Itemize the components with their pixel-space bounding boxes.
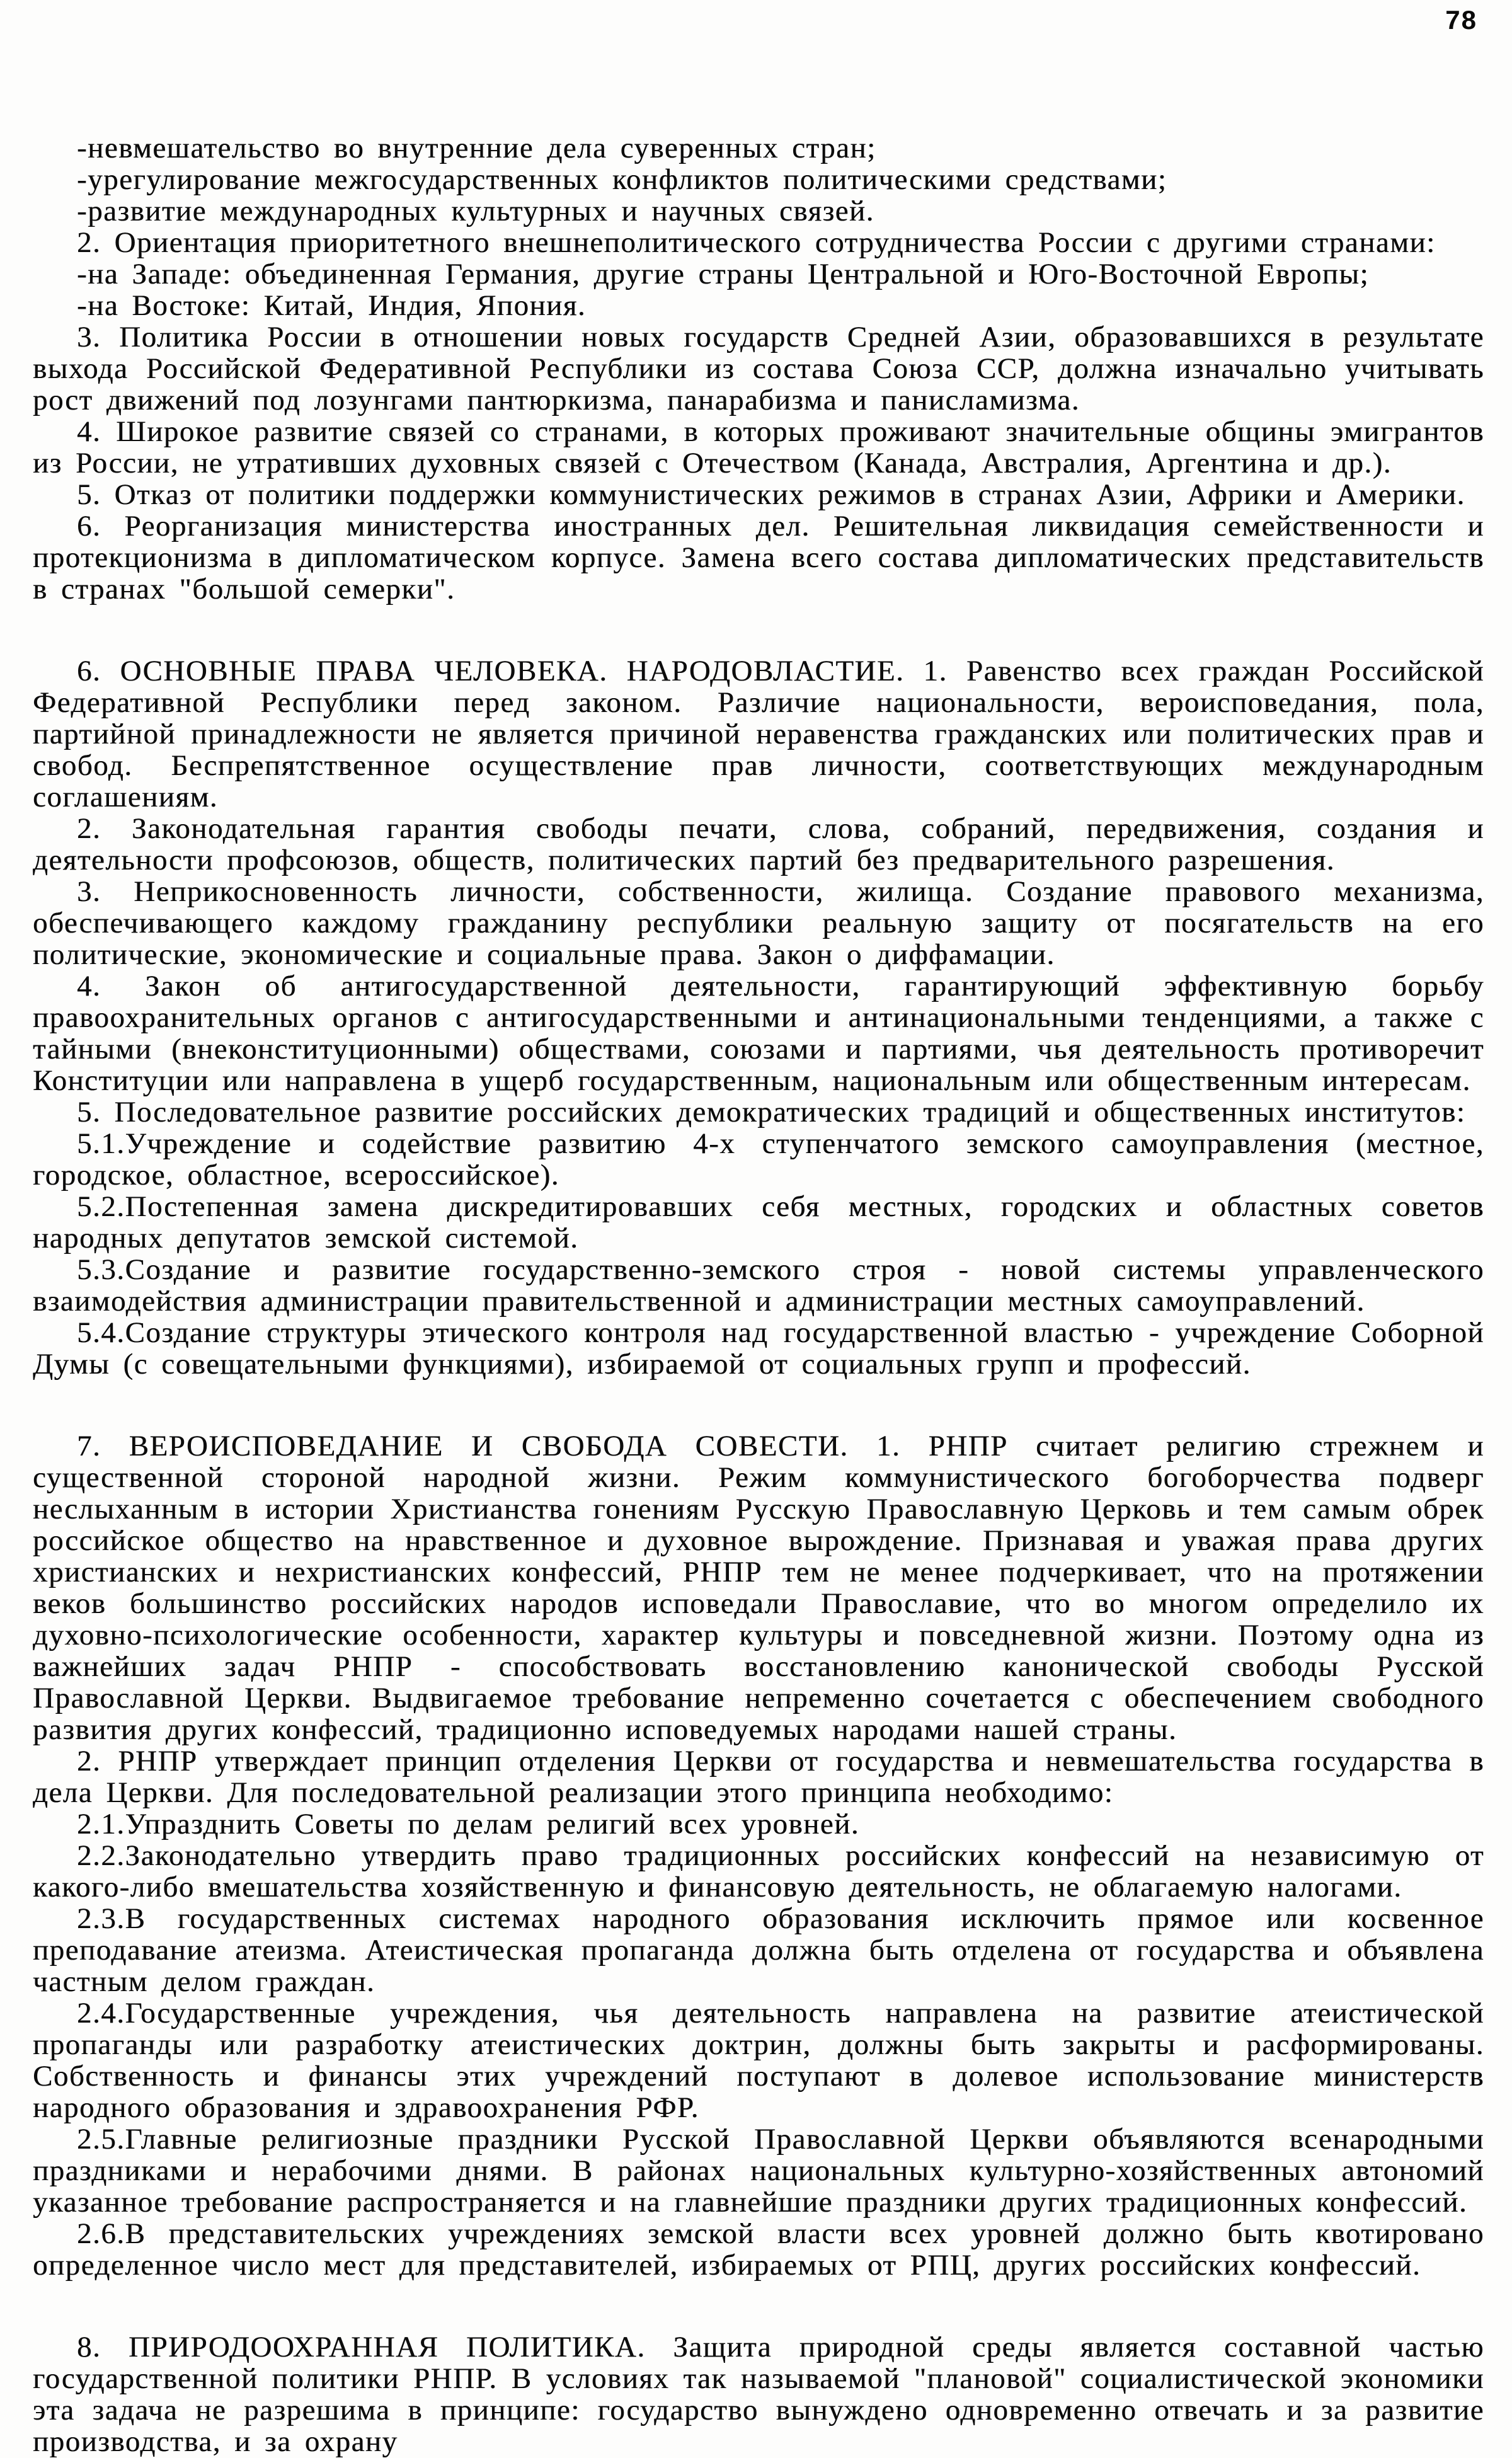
section	[33, 1430, 1484, 2281]
paragraph: 2.4.Государственные учреждения, чья деятельность направлена на развитие атеистической пропаганды или разработку атеистических доктрин, должны быть закрыты и расформированы. Собственность и финансы этих учреждений поступают в долевое использование министерств народного образования и здравоохранения РФР.	[33, 1997, 1484, 2124]
document-content	[33, 132, 1484, 2457]
paragraph: 2. Ориентация приоритетного внешнеполитического сотрудничества России с другими странами:	[77, 226, 1436, 259]
paragraph: 7. ВЕРОИСПОВЕДАНИЕ И СВОБОДА СОВЕСТИ. 1. РНПР считает религию стрежнем и существенной стороной народной жизни. Режим коммунистического богоборчества подверг неслыханным в истории Христианства гонениям Русскую Православную Церковь и тем самым обрек российское общество на нравственное и духовное вырождение. Признавая и уважая права других христианских и нехристианских конфессий, РНПР тем не менее подчеркивает, что на протяжении веков большинство российских народов исповедали Православие, что во многом определило их духовно-психологические особенности, характер культуры и повседневной жизни. Поэтому одна из важнейших задач РНПР - способствовать восстановлению канонической свободы Русской Православной Церкви. Выдвигаемое требование непременно сочетается с обеспечением свободного развития других конфессий, традиционно исповедуемых народами нашей страны.	[33, 1430, 1484, 1746]
paragraph: 5.4.Создание структуры этического контроля над государственной властью - учреждение Соборной Думы (с совещательными функциями), избираемой от социальных групп и профессий.	[33, 1316, 1484, 1381]
paragraph: 5.3.Создание и развитие государственно-земского строя - новой системы управленческого взаимодействия администрации правительственной и администрации местных самоуправлений.	[33, 1253, 1484, 1318]
paragraph: -на Востоке: Китай, Индия, Япония.	[77, 289, 587, 322]
paragraph: 2. РНПР утверждает принцип отделения Церкви от государства и невмешательства государства в дела Церкви. Для последовательной реализации этого принципа необходимо:	[33, 1745, 1484, 1809]
paragraph: 5.1.Учреждение и содействие развитию 4-х ступенчатого земского самоуправления (местное, городское, областное, всероссийское).	[33, 1127, 1484, 1192]
section	[33, 655, 1484, 1380]
paragraph: 5. Последовательное развитие российских демократических традиций и общественных институтов:	[77, 1096, 1466, 1128]
paragraph: 2.3.В государственных системах народного образования исключить прямое или косвенное преподавание атеизма. Атеистическая пропаганда должна быть отделена от государства и объявлена частным делом граждан.	[33, 1902, 1484, 1998]
paragraph: -развитие международных культурных и научных связей.	[77, 195, 874, 227]
paragraph: 4. Широкое развитие связей со странами, в которых проживают значительные общины эмигрантов из России, не утративших духовных связей с Отечеством (Канада, Австралия, Аргентина и др.).	[33, 415, 1484, 480]
paragraph: 2.1.Упразднить Советы по делам религий всех уровней.	[77, 1808, 860, 1841]
paragraph: 3. Политика России в отношении новых государств Средней Азии, образовавшихся в результате выхода Российской Федеративной Республики из состава Союза ССР, должна изначально учитывать рост движений под лозунгами пантюркизма, панарабизма и панисламизма.	[33, 321, 1484, 416]
section	[33, 132, 1484, 605]
paragraph: -на Западе: объединенная Германия, другие страны Центральной и Юго-Восточной Европы;	[77, 258, 1370, 290]
paragraph: 6. ОСНОВНЫЕ ПРАВА ЧЕЛОВЕКА. НАРОДОВЛАСТИЕ. 1. Равенство всех граждан Российской Федеративной Республики перед законом. Различие национальности, вероисповедания, пола, партийной принадлежности не является причиной неравенства гражданских или политических прав и свобод. Беспрепятственное осуществление прав личности, соответствующих международным соглашениям.	[33, 655, 1484, 813]
paragraph: 2.6.В представительских учреждениях земской власти всех уровней должно быть квотировано определенное число мест для представителей, избираемых от РПЦ, других российских конфессий.	[33, 2217, 1484, 2282]
paragraph: 2. Законодательная гарантия свободы печати, слова, собраний, передвижения, создания и деятельности профсоюзов, обществ, политических партий без предварительного разрешения.	[33, 812, 1484, 876]
page-number: 78	[1445, 5, 1477, 35]
paragraph: 3. Неприкосновенность личности, собственности, жилища. Создание правового механизма, обеспечивающего каждому гражданину республики реальную защиту от посягательств на его политические, экономические и социальные права. Закон о диффамации.	[33, 875, 1484, 971]
paragraph: 2.5.Главные религиозные праздники Русской Православной Церкви объявляются всенародными праздниками и нерабочими днями. В районах национальных культурно-хозяйственных автономий указанное требование распространяется и на главнейшие праздники других традиционных конфессий.	[33, 2123, 1484, 2219]
paragraph: -невмешательство во внутренние дела суверенных стран;	[77, 132, 876, 164]
paragraph: 4. Закон об антигосударственной деятельности, гарантирующий эффективную борьбу правоохранительных органов с антигосударственными и антинациональными тенденциями, а также с тайными (внеконституционными) обществами, союзами и партиями, чья деятельность противоречит Конституции или направлена в ущерб государственным, национальным или общественным интересам.	[33, 970, 1484, 1097]
paragraph: 6. Реорганизация министерства иностранных дел. Решительная ликвидация семейственности и протекционизма в дипломатическом корпусе. Замена всего состава дипломатических представительств в странах "большой семерки".	[33, 510, 1484, 606]
paragraph: 8. ПРИРОДООХРАННАЯ ПОЛИТИКА. Защита природной среды является составной частью государственной политики РНПР. В условиях так называемой "плановой" социалистической экономики эта задача не разрешима в принципе: государство вынуждено одновременно отвечать и за развитие производства, и за охрану	[33, 2331, 1484, 2458]
section	[33, 2331, 1484, 2457]
paragraph: -урегулирование межгосударственных конфликтов политическими средствами;	[77, 163, 1167, 196]
paragraph: 2.2.Законодательно утвердить право традиционных российских конфессий на независимую от какого-либо вмешательства хозяйственную и финансовую деятельность, не облагаемую налогами.	[33, 1839, 1484, 1904]
paragraph: 5.2.Постепенная замена дискредитировавших себя местных, городских и областных советов народных депутатов земской системой.	[33, 1190, 1484, 1255]
paragraph: 5. Отказ от политики поддержки коммунистических режимов в странах Азии, Африки и Америки.	[77, 478, 1465, 511]
